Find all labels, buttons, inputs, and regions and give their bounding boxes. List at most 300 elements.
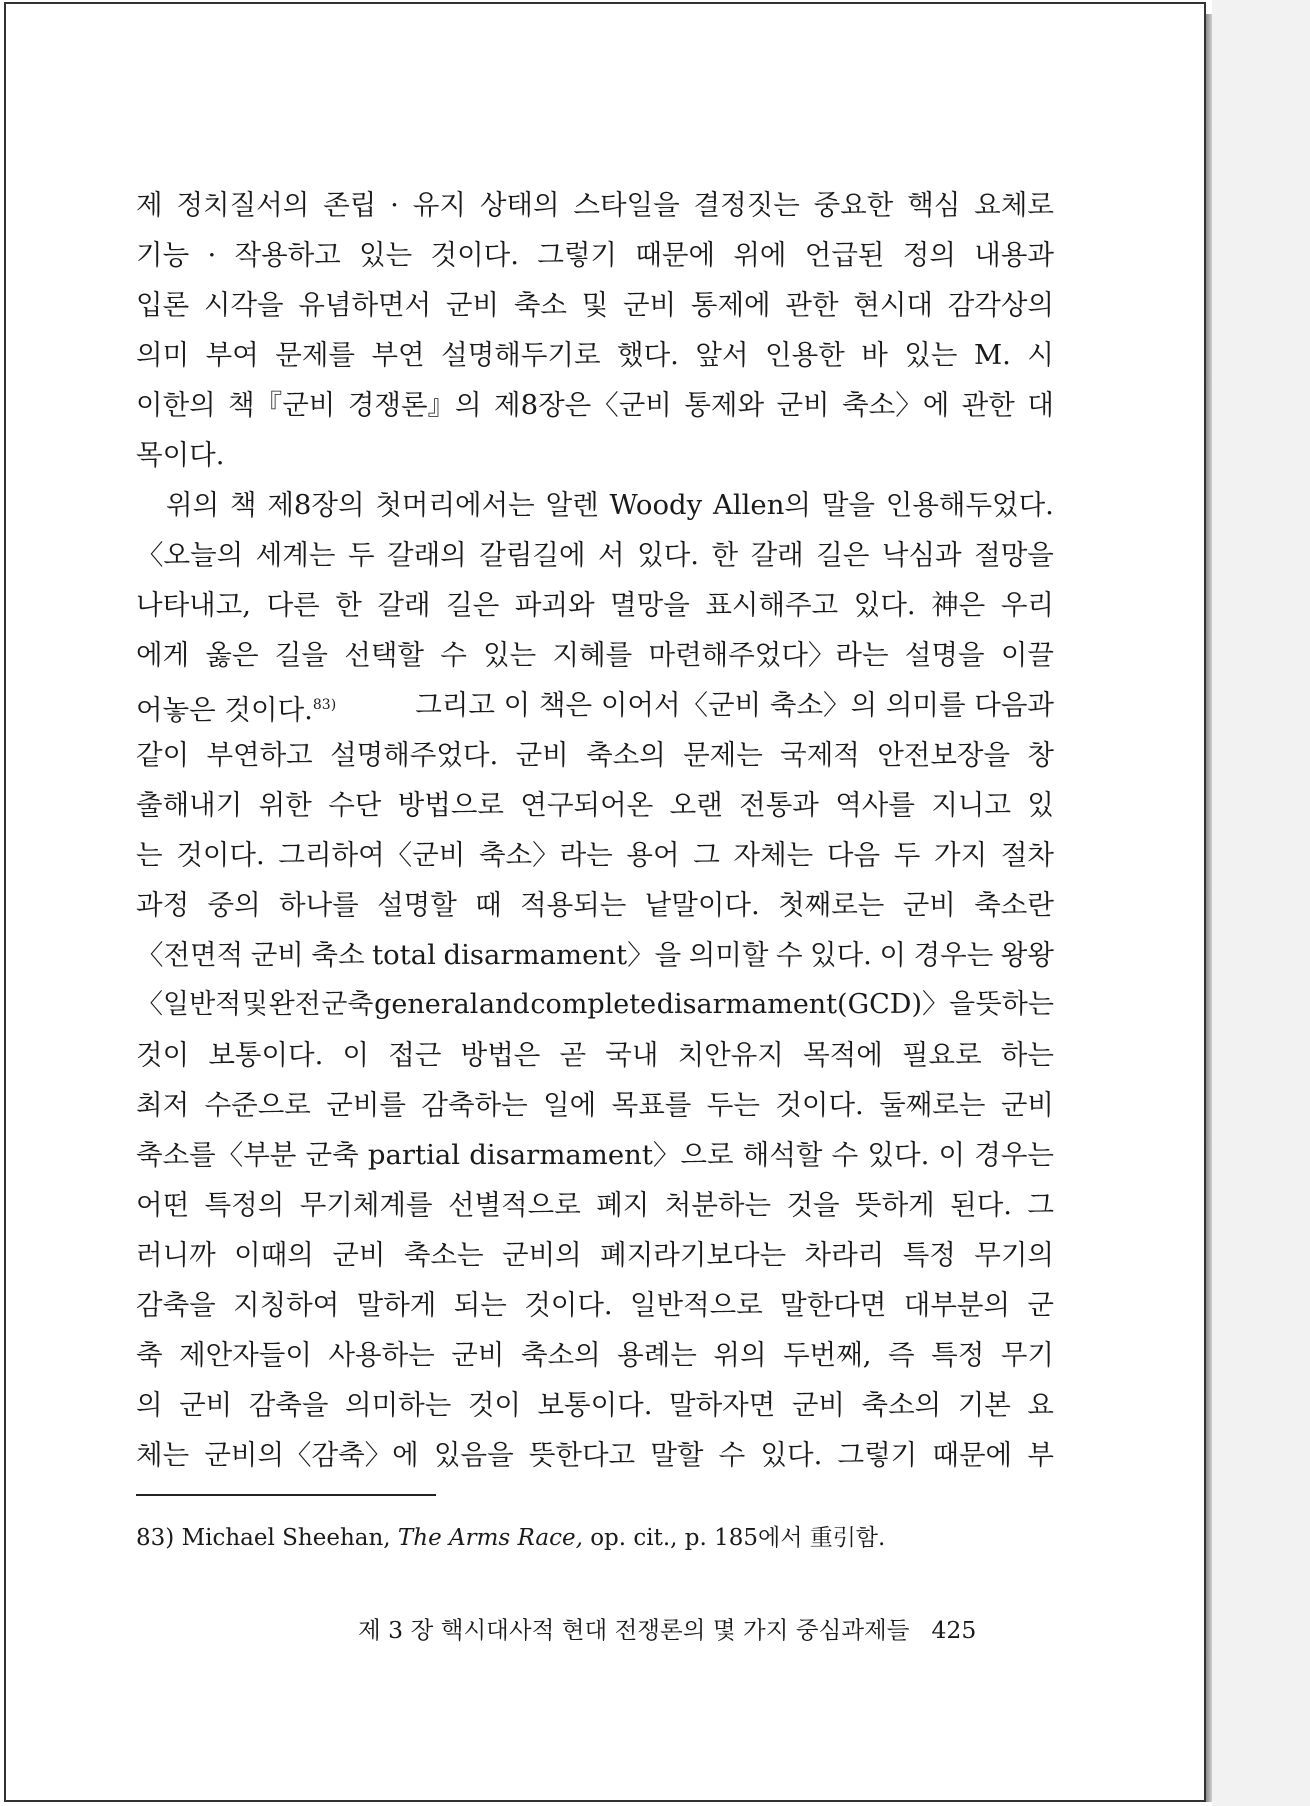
word: 무기	[1000, 1339, 1054, 1371]
word: 두	[893, 839, 921, 871]
word: 완전	[268, 989, 321, 1020]
word: 통제에	[690, 289, 771, 321]
text-line	[136, 1330, 1054, 1380]
text-line-content	[136, 1230, 1054, 1280]
word: 책『군비	[228, 389, 336, 421]
word: 수준으로	[204, 1089, 311, 1121]
word: 파괴와	[514, 589, 595, 621]
word: 갈림길에	[479, 539, 586, 571]
word: 군비	[250, 939, 304, 971]
word: 된다.	[950, 1189, 1012, 1221]
footnote-author: Michael Sheehan,	[181, 1525, 391, 1551]
word: 때문에	[635, 239, 716, 271]
word: 및	[581, 289, 609, 321]
word: 군	[1027, 1289, 1054, 1321]
word: 대부분의	[903, 1289, 1011, 1321]
word: 유념하면서	[298, 289, 432, 321]
word: 는	[136, 839, 163, 871]
word: 마련해주었다〉라는	[648, 639, 889, 671]
word: 기능	[136, 239, 190, 271]
word: 문제를	[275, 339, 355, 371]
word: 지칭하여	[233, 1289, 340, 1321]
word: 있다.	[760, 1439, 823, 1471]
word: 기본	[957, 1389, 1011, 1421]
word: 절차	[1000, 839, 1054, 871]
word: 군비의〈감축〉에	[204, 1439, 419, 1471]
page-number: 425	[931, 1616, 977, 1644]
text-line	[136, 380, 1054, 430]
footnote-number: 83)	[136, 1525, 175, 1551]
word: 체는	[136, 1439, 190, 1471]
text-line-content	[136, 780, 1054, 830]
text-line	[136, 1230, 1054, 1280]
text-line	[136, 830, 1054, 880]
text-line-content	[136, 1030, 1054, 1080]
word: 인용한	[765, 339, 845, 371]
word: 이때의	[234, 1239, 314, 1271]
word: 차라리	[804, 1239, 885, 1271]
word: disarmament〉으로	[469, 1139, 734, 1171]
word: 그	[693, 839, 720, 871]
word: 나타내고,	[136, 589, 252, 621]
text-line-content	[136, 830, 1054, 880]
word: 〈일반적	[136, 989, 242, 1020]
word: 뜻한다고	[528, 1439, 636, 1471]
text-line-content	[136, 280, 1054, 330]
word: 오랜	[669, 789, 723, 821]
word: 일에	[543, 1089, 597, 1121]
word: 〈전면적	[136, 939, 244, 971]
word: 설명해두기로	[441, 339, 601, 371]
word: 군비를	[326, 1089, 406, 1121]
word: 군비의	[502, 1239, 582, 1271]
word: 것이다.	[524, 1289, 613, 1321]
word: 설명할	[377, 889, 457, 921]
word: 요	[1027, 1389, 1054, 1421]
text-line-content	[136, 730, 1054, 780]
word: 있다.	[810, 939, 872, 971]
word: 요체로	[974, 189, 1054, 221]
word: 다른	[266, 589, 320, 621]
word: 한	[335, 589, 362, 621]
word: 핵심	[907, 189, 961, 221]
word: 한	[711, 539, 739, 571]
footnote	[136, 1518, 885, 1558]
text-line-content	[136, 880, 1054, 930]
word: 용어	[626, 839, 680, 871]
word: 축소의	[586, 739, 666, 771]
text-line	[136, 180, 1054, 230]
word: general	[374, 989, 479, 1020]
word: 목적에	[803, 1039, 883, 1071]
word: 상태의	[479, 189, 560, 221]
word: 연구되어온	[520, 789, 654, 821]
text-line	[136, 730, 1054, 780]
word: 우리	[1000, 589, 1054, 621]
word: 알렌	[545, 489, 599, 521]
word: total	[372, 939, 436, 971]
text-line-content	[136, 330, 1054, 380]
word: 神은	[931, 589, 986, 621]
word: 군비	[445, 289, 500, 321]
word: 안전보장을	[877, 739, 1011, 771]
footnote-citation: op. cit., p. 185에서 重引함.	[590, 1525, 886, 1551]
word: Allen의	[712, 489, 811, 521]
word: 위에	[733, 239, 787, 271]
word: M.	[973, 339, 1011, 371]
text-fragment: 어놓은 것이다.	[136, 694, 313, 726]
word: partial	[367, 1139, 461, 1171]
text-line	[136, 1280, 1054, 1330]
word: 수	[718, 1439, 746, 1471]
word: 용례는	[617, 1339, 697, 1371]
word: 수	[775, 939, 803, 971]
word: 감각상의	[947, 289, 1054, 321]
word: 축소를〈부분	[136, 1139, 297, 1171]
word: 축소〉라는	[478, 839, 613, 871]
word: 부연	[371, 339, 425, 371]
word: 목표를	[611, 1089, 692, 1121]
word: 축소	[311, 939, 365, 971]
word: 특정의	[204, 1189, 285, 1221]
text-line-content	[136, 580, 1054, 630]
word: 때	[475, 889, 502, 921]
word: 인용해두었다.	[885, 489, 1054, 521]
text-line-content	[136, 980, 1054, 1030]
text-line-content	[136, 530, 1054, 580]
chapter-title: 제 3 장 핵시대사적 현대 전쟁론의 몇 가지 중심과제들	[358, 1616, 910, 1644]
body-text	[136, 180, 1054, 1480]
word: 지니고	[931, 789, 1012, 821]
word: 갈래	[750, 539, 804, 571]
word: 되는	[453, 1289, 507, 1321]
word: 때문에	[932, 1439, 1013, 1471]
word: 일반적으로	[629, 1289, 763, 1321]
word: 중요한	[813, 189, 894, 221]
word: 군비	[902, 889, 956, 921]
word: 이끌	[1000, 639, 1054, 671]
word: 축소〉에	[842, 389, 950, 421]
word: 정치질서의	[176, 189, 310, 221]
word: 군비	[451, 1339, 505, 1371]
text-line-content	[136, 1280, 1054, 1330]
word: 과정	[136, 889, 190, 921]
word: 정의	[902, 239, 956, 271]
word: 의미	[136, 339, 190, 371]
word: 했다.	[617, 339, 679, 371]
word: 군비	[1000, 1089, 1054, 1121]
text-line-content	[136, 380, 1054, 430]
word: 말하자면	[669, 1389, 776, 1421]
word: 있	[1027, 789, 1054, 821]
word: 경쟁론』의	[347, 389, 482, 421]
word: 폐지라기보다는	[600, 1239, 787, 1271]
text-line	[136, 230, 1054, 280]
word: 설명해주었다.	[330, 739, 499, 771]
word: 축소의	[520, 1339, 601, 1371]
text-line	[136, 880, 1054, 930]
word: 있다.	[867, 1139, 930, 1171]
footnote-reference[interactable]: 83)	[312, 697, 337, 713]
word: 같이	[136, 739, 190, 771]
word: 무기체계를	[299, 1189, 433, 1221]
word: 있는	[483, 639, 537, 671]
word: 가지	[934, 839, 988, 871]
word: 수단	[328, 789, 382, 821]
word: 경우는	[974, 1139, 1054, 1171]
word: 부여	[205, 339, 259, 371]
word: 군비	[515, 739, 569, 771]
word: 스타일을	[573, 189, 680, 221]
word: 축	[136, 1339, 163, 1371]
word: 있는	[904, 339, 958, 371]
word: 방법은	[460, 1039, 541, 1071]
word: 뜻하는	[975, 989, 1054, 1020]
word: 수	[831, 1139, 859, 1171]
word: 전통과	[739, 789, 819, 821]
word: 축소	[513, 289, 567, 321]
word: 군비	[776, 389, 830, 421]
text-line	[136, 330, 1054, 380]
word: 하나를	[279, 889, 359, 921]
word: 이	[342, 1039, 370, 1071]
word: 것이다.	[176, 839, 265, 871]
word: 자체는	[733, 839, 814, 871]
word: 최저	[136, 1089, 190, 1121]
word: 접근	[388, 1039, 442, 1071]
text-line-content	[136, 1430, 1054, 1480]
word: 에게	[136, 639, 190, 671]
word: 부	[1027, 1439, 1054, 1471]
text-line	[136, 1080, 1054, 1130]
text-line	[136, 1380, 1054, 1430]
word: 있다.	[853, 589, 916, 621]
word: 수	[440, 639, 467, 671]
text-line-content	[136, 680, 336, 730]
word: Woody	[609, 489, 703, 521]
text-line	[136, 780, 1054, 830]
text-line-content	[136, 1330, 1054, 1380]
word: 첫머리에서는	[375, 489, 535, 521]
word: 갈래의	[387, 539, 467, 571]
word: 길을	[274, 639, 328, 671]
text-line	[136, 1180, 1054, 1230]
word: 적용되는	[520, 889, 627, 921]
word: 첫째로는	[778, 889, 885, 921]
text-line-content	[136, 230, 1054, 280]
word: 감축하는	[421, 1089, 528, 1121]
word: 보통이다.	[537, 1389, 653, 1421]
word: 말한다면	[780, 1289, 887, 1321]
word: 언급된	[804, 239, 885, 271]
word: 군비	[332, 1239, 386, 1271]
word: 관한	[785, 289, 839, 321]
word: 세계는	[255, 539, 336, 571]
footnote-divider	[136, 1494, 436, 1496]
word: 군비	[179, 1389, 233, 1421]
word: 말할	[650, 1439, 704, 1471]
word: 그렇기	[537, 239, 617, 271]
word: 곧	[559, 1039, 587, 1071]
word: 두	[347, 539, 375, 571]
text-line-content	[136, 1080, 1054, 1130]
word: 해석할	[742, 1139, 823, 1171]
text-line	[136, 530, 1054, 580]
word: 뜻하게	[855, 1189, 935, 1221]
word: and	[479, 989, 530, 1020]
word: 군축	[305, 1139, 359, 1171]
text-line-content	[136, 930, 1054, 980]
word: 러니까	[136, 1239, 216, 1271]
word: 멸망을	[610, 589, 690, 621]
text-line	[136, 580, 1054, 630]
word: 표시해주고	[705, 589, 839, 621]
word: 보통이다.	[208, 1039, 324, 1071]
text-line-content	[136, 180, 1054, 230]
word: 즉	[888, 1339, 915, 1371]
text-line	[136, 430, 1054, 480]
word: 것을	[786, 1189, 840, 1221]
word: 입론	[136, 289, 190, 321]
word: 및	[241, 989, 268, 1020]
word: 선별적으로	[447, 1189, 581, 1221]
word: 서	[598, 539, 625, 571]
word: 위의	[166, 489, 220, 521]
text-line-paragraph-start	[136, 480, 1054, 530]
word: 의미할	[688, 939, 769, 971]
word: 방법으로	[397, 789, 504, 821]
word: 출해내기	[136, 789, 243, 821]
word: 갈래	[377, 589, 431, 621]
word: ·	[207, 239, 217, 271]
word: 시	[1027, 339, 1054, 371]
word: 앞서	[695, 339, 749, 371]
word: 그리하여〈군비	[278, 839, 466, 871]
word: 관한	[961, 389, 1015, 421]
text-line-content	[136, 1180, 1054, 1230]
word: 두번째,	[783, 1339, 872, 1371]
word: 것이	[136, 1039, 190, 1071]
word: 선택할	[344, 639, 424, 671]
word: 존립	[323, 189, 377, 221]
word: 축소란	[974, 889, 1054, 921]
text-line	[136, 280, 1054, 330]
word: 통제와	[684, 389, 765, 421]
word: 하는	[1000, 1039, 1054, 1071]
word: 중의	[207, 889, 261, 921]
word: 말하게	[356, 1289, 437, 1321]
word: 책	[229, 489, 257, 521]
word: 경우는	[913, 939, 994, 971]
word: 있음을	[433, 1439, 514, 1471]
word: 왕왕	[1000, 939, 1054, 971]
text-line	[136, 1030, 1054, 1080]
word: 작용하고	[234, 239, 341, 271]
word: 옳은	[205, 639, 259, 671]
word: 둘째로는	[879, 1089, 986, 1121]
word: 감축을	[248, 1389, 329, 1421]
word: 폐지	[596, 1189, 650, 1221]
word: ·	[390, 189, 399, 221]
word: 것이	[467, 1389, 521, 1421]
text-line	[136, 1130, 1054, 1180]
word: 현시대	[853, 289, 933, 321]
word: 축소는	[403, 1239, 484, 1271]
text-line	[136, 630, 1054, 680]
text-line	[136, 680, 1054, 730]
word: 말을	[821, 489, 875, 521]
word: 있다.	[637, 539, 699, 571]
word: 그	[1027, 1189, 1054, 1221]
word: 유지	[412, 189, 466, 221]
word: 길은	[446, 589, 500, 621]
word: 치안유지	[677, 1039, 784, 1071]
text-line	[136, 980, 1054, 1030]
word: 내용과	[974, 239, 1054, 271]
word: 제8장의	[267, 489, 365, 521]
word: 길은	[816, 539, 870, 571]
text-line-content: 목이다.	[136, 439, 225, 471]
word: 낱말이다.	[644, 889, 760, 921]
text-line	[136, 1430, 1054, 1480]
text-line-content	[136, 630, 1054, 680]
word: 제8장은〈군비	[494, 389, 672, 421]
word: 위의	[713, 1339, 767, 1371]
word: 제	[136, 189, 163, 221]
word: 역사를	[835, 789, 915, 821]
word: 군축	[321, 989, 374, 1020]
word: 그렇기	[837, 1439, 918, 1471]
word: 필요로	[901, 1039, 982, 1071]
word: 설명을	[904, 639, 985, 671]
word: 특정	[931, 1339, 985, 1371]
word: 것이다.	[775, 1089, 864, 1121]
text-fragment: 그리고 이 책은 이어서〈군비 축소〉의 의미를 다음과	[415, 689, 1054, 721]
word: 처분하는	[664, 1189, 772, 1221]
word: 부연하고	[206, 739, 313, 771]
word: 무기의	[974, 1239, 1054, 1271]
word: 의미하는	[345, 1389, 452, 1421]
word: 국제적	[780, 739, 860, 771]
word: 이한의	[136, 389, 216, 421]
word: 이	[879, 939, 907, 971]
word: 제안자들이	[179, 1339, 312, 1371]
text-line-content	[136, 1380, 1054, 1430]
word: 위한	[258, 789, 312, 821]
text-line-content	[136, 1130, 1054, 1180]
word: 것이다.	[430, 239, 519, 271]
word: 지혜를	[552, 639, 633, 671]
word: 감축을	[136, 1289, 216, 1321]
text-line	[136, 930, 1054, 980]
viewer-background	[1212, 0, 1310, 1806]
text-line-content	[166, 480, 1054, 530]
word: 특정	[902, 1239, 956, 1271]
word: 결정짓는	[693, 189, 800, 221]
word: 축소의	[861, 1389, 942, 1421]
footnote-title: The Arms Race,	[397, 1525, 583, 1551]
word: 창	[1027, 739, 1054, 771]
word: 군비	[623, 289, 677, 321]
word: 두는	[706, 1089, 760, 1121]
word: 문제는	[683, 739, 763, 771]
word: 국내	[605, 1039, 659, 1071]
word: 시각을	[203, 289, 284, 321]
word: 바	[861, 339, 888, 371]
word: 다음	[826, 839, 881, 871]
word: 있는	[359, 239, 413, 271]
word: 낙심과	[881, 539, 962, 571]
